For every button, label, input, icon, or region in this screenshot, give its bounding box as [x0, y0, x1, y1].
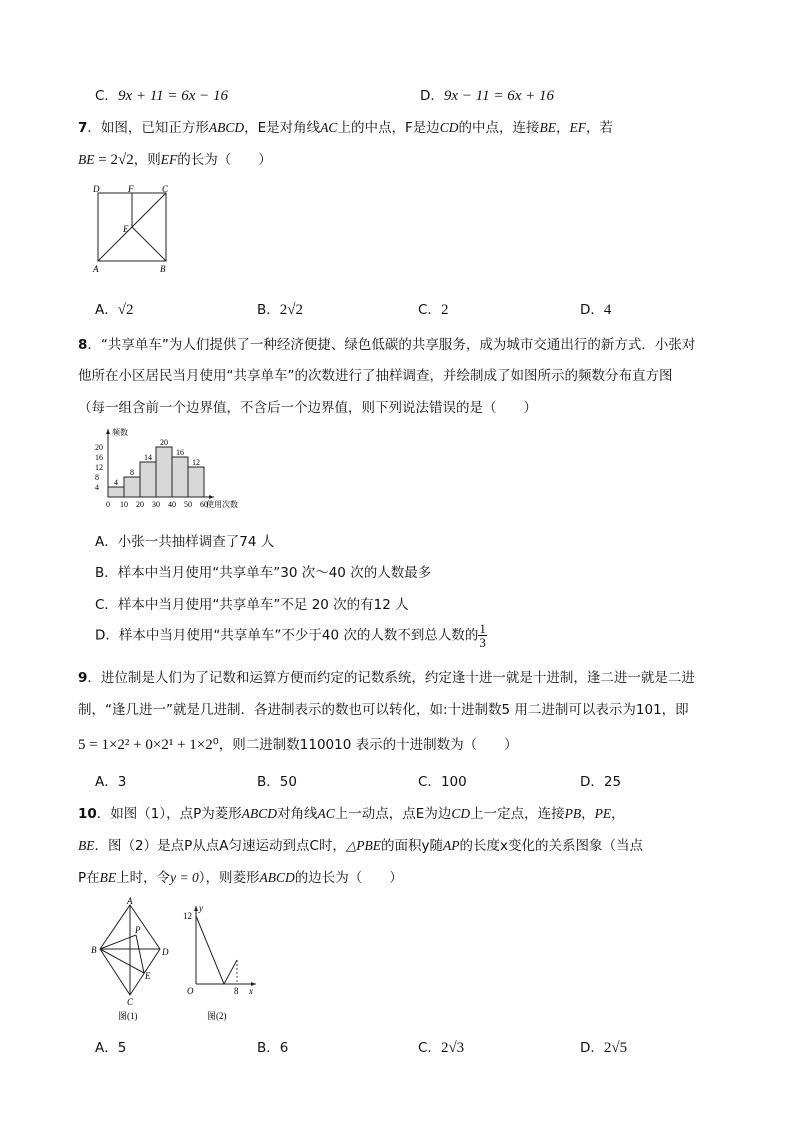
- q10-math: PB: [564, 806, 582, 821]
- q7-stem-line2: [78, 148, 718, 169]
- histogram-x-tick: 40: [168, 500, 176, 509]
- option-label: A．: [95, 1040, 118, 1056]
- histogram-x-tick: 30: [152, 500, 160, 509]
- option-text: 样本中当月使用“共享单车”不足 20 次的有12 人: [117, 597, 409, 613]
- q7-option-d: [580, 298, 611, 319]
- q10-graph-xlabel-8: 8: [234, 986, 239, 996]
- q9-text: ，则二进制数110010 表示的十进制数为（ ）: [218, 737, 518, 753]
- histogram-x-tick: 0: [106, 500, 110, 509]
- q10-text: P在: [78, 870, 100, 886]
- option-value: 4: [603, 302, 612, 318]
- q7-number: 7: [78, 120, 88, 136]
- q10-label-b: B: [91, 945, 97, 955]
- histogram-bar-label: 12: [192, 458, 200, 467]
- q8-text: ．“共享单车”为人们提供了一种经济便捷、绿色低碳的共享服务，成为城市交通出行的新方式．小张对: [87, 337, 696, 353]
- q10-math: AC: [317, 806, 335, 821]
- option-label: C．: [418, 774, 441, 790]
- q10-text: ，: [581, 806, 595, 822]
- histogram-bar-label: 20: [160, 438, 168, 447]
- q10-text: 的边长为（ ）: [294, 870, 403, 886]
- option-value: 3: [117, 774, 127, 790]
- histogram-bar: [172, 457, 188, 497]
- histogram-x-tick: 50: [184, 500, 192, 509]
- q10-fig2-caption: 图(2): [207, 1011, 227, 1021]
- histogram-bar: [156, 447, 172, 497]
- q10-text: 上一定点，连接: [470, 806, 565, 822]
- q10-math: ABCD: [241, 806, 278, 821]
- q7-label-e: E: [123, 224, 129, 234]
- q7-label-a: A: [93, 264, 99, 274]
- option-label: D．: [580, 302, 604, 318]
- q7-text: 的长为（ ）: [177, 152, 272, 168]
- histogram-x-tick: 20: [136, 500, 144, 509]
- histogram-y-tick: 4: [95, 483, 99, 492]
- q8-histogram: [88, 425, 263, 517]
- q10-stem-line2: [78, 834, 718, 854]
- q10-text: 对角线: [277, 806, 318, 822]
- option-label: B．: [257, 774, 280, 790]
- q10-option-d: [580, 1036, 627, 1057]
- histogram-bar-label: 4: [114, 478, 118, 487]
- q10-math: PE: [594, 806, 612, 821]
- q10-fig1-caption: 图(1): [118, 1011, 138, 1021]
- q10-option-c: [418, 1036, 464, 1057]
- q10-text: 上一动点，点E为边: [334, 806, 452, 822]
- histogram-y-label: 频数: [112, 428, 128, 437]
- option-value: 2√3: [440, 1040, 465, 1056]
- q10-math: AP: [443, 838, 460, 853]
- q6-option-d-label: D．: [420, 88, 444, 104]
- q10-graph-figure: [180, 900, 260, 1022]
- q10-rhombus-figure: [88, 897, 180, 1022]
- q7-math: CD: [439, 120, 459, 135]
- option-label: C．: [418, 302, 441, 318]
- q8-text: 他所在小区居民当月使用“共享单车”的次数进行了抽样调查，并绘制成了如图所示的频数分布直方图: [78, 368, 673, 384]
- option-label: B．: [95, 565, 118, 581]
- q10-stem-line1: [78, 802, 718, 822]
- q7-stem-line1: [78, 116, 718, 136]
- q10-text: ．如图（1），点P为菱形: [96, 806, 242, 822]
- q10-text: 的面积y随: [381, 838, 444, 854]
- q7-option-a: [95, 298, 133, 319]
- option-value: 2√5: [603, 1040, 628, 1056]
- histogram-y-tick: 12: [95, 463, 103, 472]
- option-value: 100: [440, 774, 467, 790]
- q9-option-a: [95, 770, 126, 790]
- q6-option-d: [420, 84, 554, 105]
- q9-text: 制，“逢几进一”就是几进制．各进制表示的数也可以转化，如:十进制数5 用二进制可以表示为101，即: [78, 702, 689, 718]
- q10-text: ．图（2）是点P从点A匀速运动到点C时，: [94, 838, 346, 854]
- q9-option-b: [257, 770, 297, 790]
- q7-label-b: B: [160, 264, 166, 274]
- q6-option-c-label: C．: [95, 88, 118, 104]
- histogram-bar-label: 8: [130, 468, 134, 477]
- q9-option-c: [418, 770, 467, 790]
- q7-math: ABCD: [208, 120, 245, 135]
- histogram-bar-label: 14: [144, 453, 152, 462]
- q7-text: ，则: [133, 152, 161, 168]
- option-value: √2: [117, 302, 134, 318]
- option-label: D．: [580, 774, 604, 790]
- histogram-bar: [124, 477, 140, 497]
- q7-math: EF: [569, 120, 586, 135]
- q8-stem-line2: [78, 364, 718, 384]
- histogram-x-arrow: [209, 495, 214, 499]
- q7-label-d: D: [93, 185, 100, 194]
- q7-label-c: C: [162, 185, 169, 194]
- option-text: 样本中当月使用“共享单车”不少于40 次的人数不到总人数的: [118, 627, 479, 644]
- q10-label-d: D: [162, 947, 169, 957]
- histogram-x-label: 使用次数: [206, 500, 238, 509]
- q7-text: ，: [555, 120, 570, 136]
- option-value: 6: [279, 1040, 289, 1056]
- histogram-y-tick: 16: [95, 453, 103, 462]
- q6-option-c-expr: 9x + 11 = 6x − 16: [117, 88, 229, 104]
- q10-graph-x-axis: x: [249, 986, 253, 996]
- q7-option-c: [418, 298, 448, 319]
- q9-number: 9: [78, 670, 88, 686]
- q7-text: 上的中点，F是边: [337, 120, 440, 136]
- option-text: 样本中当月使用“共享单车”30 次～40 次的人数最多: [117, 565, 432, 581]
- q8-option-b: [95, 561, 431, 581]
- q10-text: 的长度x变化的关系图象（当点: [459, 838, 644, 854]
- q10-option-b: [257, 1036, 288, 1056]
- q10-math: BE: [99, 870, 117, 885]
- q9-text: ．进位制是人们为了记数和运算方便而约定的记数系统，约定逢十进一就是十进制，逢二进一就是二进: [87, 670, 695, 686]
- q7-square-figure: [90, 185, 180, 277]
- q7-text: 的中点，连接: [458, 120, 540, 136]
- q7-text: ，E是对角线: [244, 120, 321, 136]
- option-label: A．: [95, 534, 118, 550]
- histogram-bar: [140, 462, 156, 497]
- q7-label-f: F: [128, 185, 134, 194]
- option-label: B．: [257, 1040, 280, 1056]
- option-value: 25: [603, 774, 622, 790]
- histogram-x-tick: 60: [200, 500, 208, 509]
- one-third-fraction: [478, 622, 487, 649]
- q10-label-a: A: [127, 897, 133, 906]
- q10-graph-ylabel-12: 12: [183, 911, 192, 921]
- option-label: A．: [95, 774, 118, 790]
- q8-text: （每一组含前一个边界值，不含后一个边界值，则下列说法错误的是（ ）: [78, 400, 537, 416]
- q10-math: BE: [78, 838, 95, 853]
- option-label: B．: [257, 302, 280, 318]
- q10-math: △PBE: [345, 838, 382, 853]
- q7-math: EF: [160, 152, 178, 167]
- fraction-denominator: 3: [479, 635, 486, 650]
- q8-option-d: [95, 622, 487, 649]
- option-value: 2√2: [279, 302, 303, 318]
- histogram-y-tick: 20: [95, 443, 103, 452]
- q9-stem-line1: [78, 666, 718, 686]
- q10-text: ），则菱形: [198, 870, 260, 886]
- q7-text: ，若: [585, 120, 613, 136]
- q9-expression: 5 = 1×2² + 0×2¹ + 1×2⁰: [78, 737, 219, 753]
- q10-label-p: P: [135, 925, 141, 935]
- histogram-y-arrow: [106, 429, 110, 434]
- q6-option-c: [95, 84, 228, 105]
- option-value: 5: [117, 1040, 127, 1056]
- option-text: 小张一共抽样调查了74 人: [117, 534, 275, 550]
- histogram-bar: [108, 487, 124, 497]
- q8-stem-line3: [78, 396, 718, 416]
- q9-option-d: [580, 770, 621, 790]
- q8-stem-line1: [78, 333, 718, 353]
- q10-math: y = 0: [170, 870, 199, 885]
- q7-math: AC: [320, 120, 338, 135]
- option-label: D．: [95, 627, 119, 644]
- q7-math: BE: [539, 120, 556, 135]
- q10-label-e: E: [145, 971, 151, 981]
- q6-option-d-expr: 9x − 11 = 6x + 16: [443, 88, 554, 104]
- q7-math: = 2√2: [94, 152, 134, 168]
- histogram-bar: [188, 467, 204, 497]
- option-value: 50: [279, 774, 297, 790]
- q10-graph-y-axis: y: [199, 903, 203, 913]
- q10-graph-origin: O: [187, 986, 194, 996]
- option-label: D．: [580, 1040, 604, 1056]
- q10-math: ABCD: [259, 870, 295, 885]
- q10-text: ，: [611, 806, 625, 822]
- q8-option-a: [95, 530, 274, 550]
- histogram-y-tick: 8: [95, 473, 99, 482]
- q8-option-c: [95, 593, 409, 613]
- q7-math: BE: [78, 152, 95, 167]
- option-label: C．: [418, 1040, 441, 1056]
- q10-stem-line3: [78, 866, 718, 886]
- q10-label-c: C: [127, 997, 134, 1007]
- histogram-x-tick: 10: [120, 500, 128, 509]
- q10-number: 10: [78, 806, 97, 822]
- q8-number: 8: [78, 337, 88, 353]
- q7-text: ．如图，已知正方形: [87, 120, 209, 136]
- q10-math: CD: [451, 806, 471, 821]
- q10-text: 上时，令: [116, 870, 171, 886]
- histogram-bar-label: 16: [176, 448, 184, 457]
- q9-stem-line2: [78, 698, 718, 718]
- q10-option-a: [95, 1036, 126, 1056]
- option-label: A．: [95, 302, 118, 318]
- option-value: 2: [440, 302, 449, 318]
- q9-stem-line3: [78, 733, 718, 754]
- q7-option-b: [257, 298, 303, 319]
- option-label: C．: [95, 597, 118, 613]
- fraction-numerator: 1: [479, 621, 486, 636]
